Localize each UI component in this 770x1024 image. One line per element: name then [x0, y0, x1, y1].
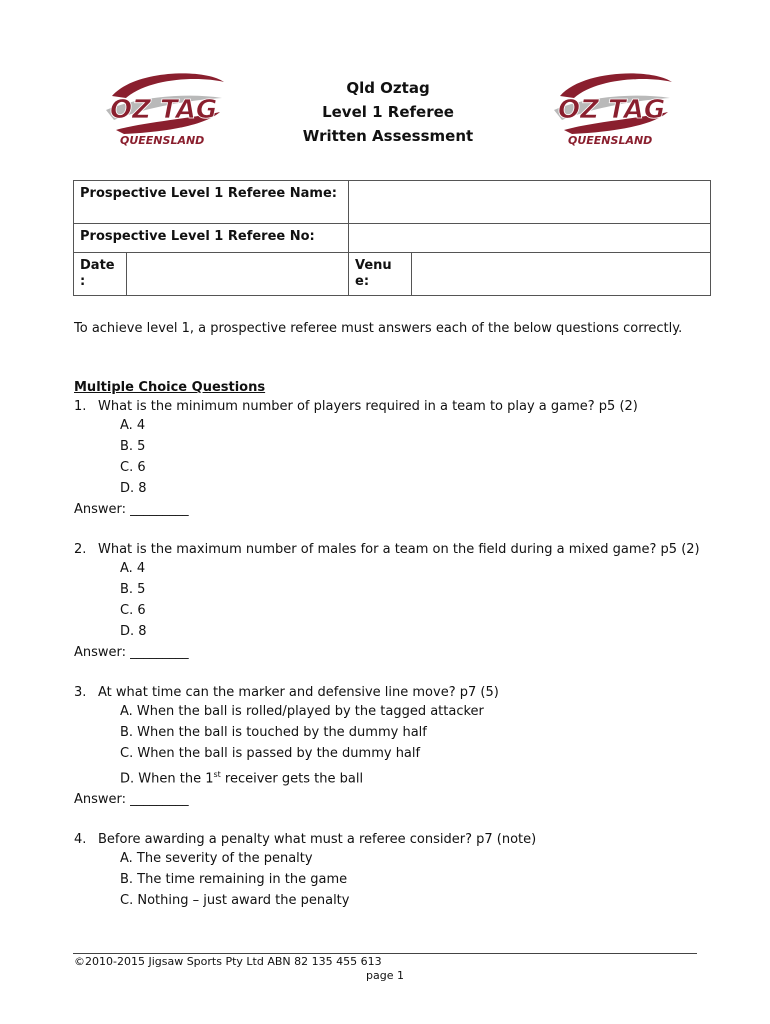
logo-subtext: QUEENSLAND — [568, 134, 653, 147]
question-text — [74, 832, 704, 848]
option-b: B. 5 — [120, 439, 146, 454]
option-b: B. When the ball is touched by the dummy half — [120, 725, 427, 740]
footer-divider — [73, 953, 697, 954]
logo-text: OZ TAG — [558, 95, 666, 125]
mcq-heading: Multiple Choice Questions — [74, 380, 266, 395]
title-line-3: Written Assessment — [302, 127, 474, 145]
option-c: C. When the ball is passed by the dummy half — [120, 746, 421, 761]
name-label: Prospective Level 1 Referee Name: — [74, 181, 349, 224]
footer-copyright: ©2010-2015 Jigsaw Sports Pty Ltd ABN 82 135 455 613 — [74, 955, 382, 968]
logo-subtext: QUEENSLAND — [120, 134, 205, 147]
option-list — [74, 415, 704, 499]
question-text — [74, 685, 704, 701]
logo-text: OZ TAG — [110, 95, 218, 125]
question-number: 2. — [74, 542, 87, 557]
question-3 — [74, 685, 704, 810]
option-d — [74, 764, 704, 789]
question-1 — [74, 399, 704, 520]
intro-text: To achieve level 1, a prospective referee must answers each of the below questions correctly. — [74, 321, 683, 336]
option-d-pre: D. When the 1 — [120, 771, 214, 787]
venue-label: Venu e: — [349, 253, 412, 296]
referee-details-table — [73, 180, 711, 296]
option-a: A. 4 — [120, 418, 146, 433]
answer-line[interactable]: Answer: _________ — [74, 502, 189, 517]
option-a: A. 4 — [120, 561, 146, 576]
oztag-queensland-logo — [104, 68, 226, 152]
option-a: A. When the ball is rolled/played by the tagged attacker — [120, 704, 484, 719]
option-d: D. 8 — [120, 624, 147, 639]
option-c: C. 6 — [120, 603, 146, 618]
date-field[interactable] — [127, 253, 349, 296]
question-prompt: At what time can the marker and defensive line move? p7 (5) — [98, 685, 499, 700]
option-d: D. 8 — [120, 481, 147, 496]
option-b: B. The time remaining in the game — [120, 872, 348, 888]
question-text — [74, 542, 704, 558]
referee-no-row — [74, 224, 711, 253]
option-c: C. Nothing – just award the penalty — [120, 893, 350, 909]
question-number: 4. — [74, 832, 87, 848]
option-d-superscript: st — [213, 770, 221, 779]
venue-field[interactable] — [412, 253, 711, 296]
question-4 — [74, 832, 704, 911]
question-2 — [74, 542, 704, 663]
option-list — [74, 701, 704, 789]
option-c: C. 6 — [120, 460, 146, 475]
questions-section — [74, 379, 704, 911]
name-field[interactable] — [349, 181, 711, 224]
question-prompt: What is the maximum number of males for a team on the field during a mixed game? p5 (2) — [98, 542, 700, 557]
question-number: 1. — [74, 399, 87, 414]
option-a: A. The severity of the penalty — [120, 851, 313, 867]
question-prompt: Before awarding a penalty what must a referee consider? p7 (note) — [98, 832, 537, 848]
answer-line[interactable]: Answer: _________ — [74, 792, 189, 808]
date-label: Date : — [74, 253, 127, 296]
page-number: page 1 — [366, 969, 404, 982]
oztag-queensland-logo — [552, 68, 674, 152]
name-row — [74, 181, 711, 224]
question-number: 3. — [74, 685, 87, 700]
date-venue-row — [74, 253, 711, 296]
document-title — [238, 76, 538, 148]
option-d-post: receiver gets the ball — [220, 771, 364, 787]
option-list — [74, 848, 704, 911]
title-line-1: Qld Oztag — [346, 79, 430, 97]
question-text — [74, 399, 704, 415]
referee-no-field[interactable] — [349, 224, 711, 253]
option-b: B. 5 — [120, 582, 146, 597]
answer-line[interactable]: Answer: _________ — [74, 645, 189, 660]
referee-no-label: Prospective Level 1 Referee No: — [74, 224, 349, 253]
option-list — [74, 558, 704, 642]
question-prompt: What is the minimum number of players required in a team to play a game? p5 (2) — [98, 399, 638, 414]
title-line-2: Level 1 Referee — [322, 103, 454, 121]
